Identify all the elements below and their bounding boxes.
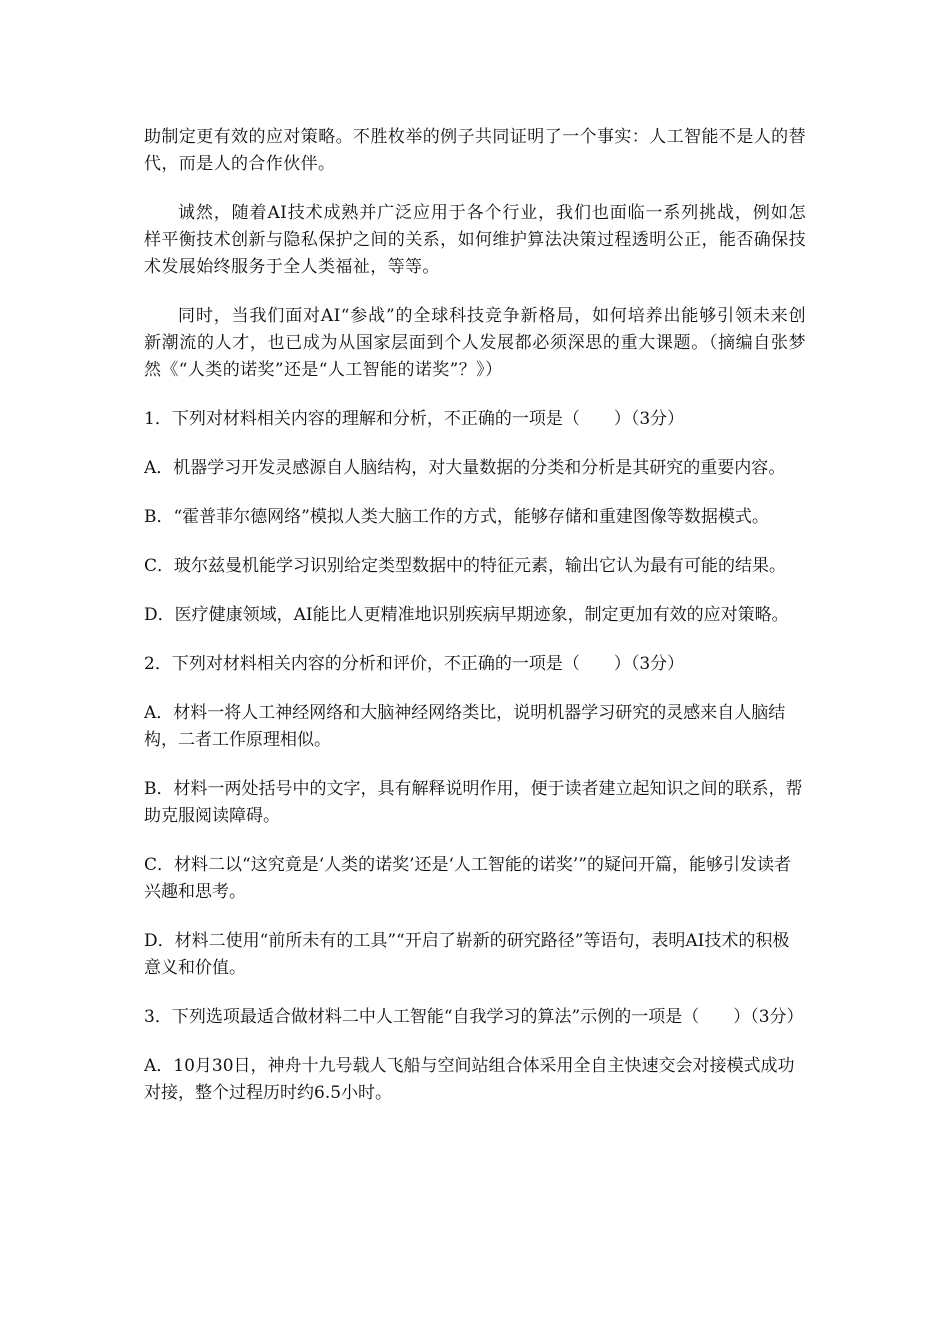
- question-3-stem: 3．下列选项最适合做材料二中人工智能“自我学习的算法”示例的一项是（ ）（3分）: [144, 1007, 804, 1027]
- question-2-option-c: C．材料二以“这究竟是‘人类的诺奖’还是‘人工智能的诺奖’”的疑问开篇，能够引发读者兴趣和思考。: [144, 855, 792, 902]
- passage-paragraph-1: 助制定更有效的应对策略。不胜枚举的例子共同证明了一个事实：人工智能不是人的替代，而是人的合作伙伴。: [144, 127, 806, 174]
- document-page: [144, 124, 806, 1129]
- passage-paragraph-3: 同时，当我们面对AI“参战”的全球科技竞争新格局，如何培养出能够引领未来创新潮流的人才，也已成为从国家层面到个人发展都必须深思的重大课题。（摘编自张梦然《“人类的诺奖”还是“人工智能的诺奖”？》）: [144, 306, 806, 380]
- question-3-option-a: A．10月30日，神舟十九号载人飞船与空间站组合体采用全自主快速交会对接模式成功对接，整个过程历时约6.5小时。: [144, 1056, 795, 1103]
- question-2-option-a: A．材料一将人工神经网络和大脑神经网络类比，说明机器学习研究的灵感来自人脑结构，二者工作原理相似。: [144, 703, 786, 750]
- question-2-option-b: B．材料一两处括号中的文字，具有解释说明作用，便于读者建立起知识之间的联系，帮助克服阅读障碍。: [144, 779, 803, 826]
- question-1-option-a: A．机器学习开发灵感源自人脑结构，对大量数据的分类和分析是其研究的重要内容。: [144, 458, 786, 478]
- question-1-option-c: C．玻尔兹曼机能学习识别给定类型数据中的特征元素，输出它认为最有可能的结果。: [144, 556, 787, 576]
- question-1-option-b: B．“霍普菲尔德网络”模拟人类大脑工作的方式，能够存储和重建图像等数据模式。: [144, 507, 769, 527]
- question-2-stem: 2．下列对材料相关内容的分析和评价，不正确的一项是（ ）（3分）: [144, 654, 685, 674]
- passage-paragraph-2: 诚然，随着AI技术成熟并广泛应用于各个行业，我们也面临一系列挑战，例如怎样平衡技术创新与隐私保护之间的关系，如何维护算法决策过程透明公正，能否确保技术发展始终服务于全人类福祉，等等。: [144, 203, 806, 277]
- question-2-option-d: D．材料二使用“前所未有的工具”“开启了崭新的研究路径”等语句，表明AI技术的积极意义和价值。: [144, 931, 790, 978]
- question-1-option-d: D．医疗健康领域，AI能比人更精准地识别疾病早期迹象，制定更加有效的应对策略。: [144, 605, 789, 625]
- question-1-stem: 1．下列对材料相关内容的理解和分析，不正确的一项是（ ）（3分）: [144, 409, 685, 429]
